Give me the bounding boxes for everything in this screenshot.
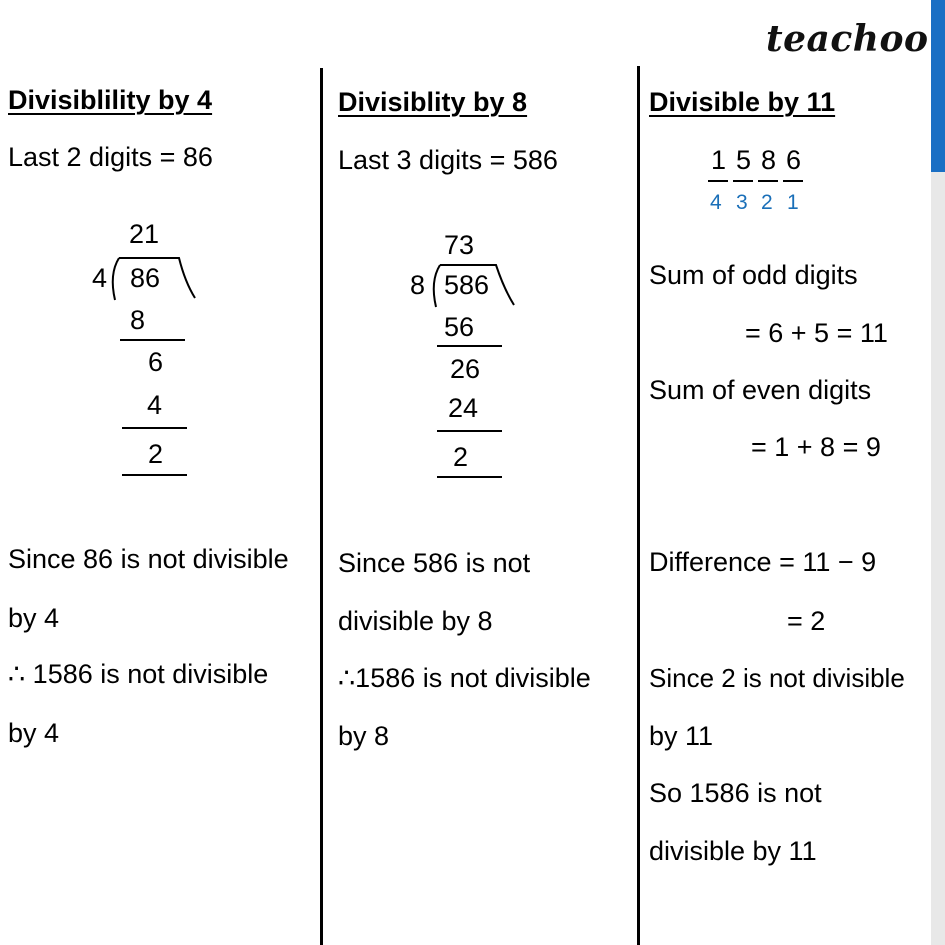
col1-quotient: 21	[129, 219, 160, 249]
col3-position-4: 1	[787, 191, 799, 214]
col2-step-1: 56	[444, 312, 475, 342]
col1-last-digits: Last 2 digits = 86	[8, 142, 213, 172]
col1-dividend: 86	[130, 263, 161, 293]
col2-rule-1	[437, 345, 502, 347]
col1-conclusion-2: by 4	[8, 603, 60, 633]
col3-line-3: Sum of even digits	[649, 375, 872, 405]
col3-digit-rule-4	[783, 180, 803, 182]
col3-line-9: So 1586 is not	[649, 778, 822, 808]
col3-position-1: 4	[710, 191, 722, 214]
col3-digit-rule-3	[758, 180, 778, 182]
col1-rule-2	[122, 427, 187, 429]
col1-step-3: 4	[147, 390, 163, 420]
col1-step-1: 8	[130, 305, 146, 335]
col3-position-2: 3	[736, 191, 748, 214]
col3-digit-rule-1	[708, 180, 728, 182]
col1-rule-3	[122, 474, 187, 476]
col2-rule-2	[437, 430, 502, 432]
col3-digit-rule-2	[733, 180, 753, 182]
col2-quotient: 73	[444, 230, 475, 260]
col3-digit-1: 1	[711, 145, 727, 175]
col3-position-3: 2	[761, 191, 773, 214]
col3-line-5: Difference = 11 − 9	[649, 547, 877, 577]
col2-conclusion-2: divisible by 8	[338, 606, 493, 636]
col2-conclusion-3: ∴1586 is not divisible	[338, 663, 591, 693]
col3-line-1: Sum of odd digits	[649, 260, 858, 290]
side-accent-bar	[931, 0, 945, 172]
col3-line-6: = 2	[787, 606, 826, 636]
col1-step-2: 6	[148, 347, 164, 377]
col3-heading: Divisible by 11	[649, 87, 836, 117]
col1-division-bracket	[105, 256, 200, 306]
col3-line-7: Since 2 is not divisible	[649, 663, 905, 693]
col2-divisor: 8	[410, 270, 426, 300]
col1-conclusion-3: ∴ 1586 is not divisible	[8, 659, 269, 689]
col2-heading: Divisiblity by 8	[338, 87, 528, 117]
col1-conclusion-4: by 4	[8, 718, 60, 748]
col3-line-8: by 11	[649, 721, 714, 751]
teachoo-logo: teachoo	[766, 18, 929, 60]
col1-divisor: 4	[92, 263, 108, 293]
col1-rule-1	[120, 339, 185, 341]
col3-digit-4: 6	[786, 145, 802, 175]
col2-conclusion-1: Since 586 is not	[338, 548, 531, 578]
col3-digit-3: 8	[761, 145, 777, 175]
col2-last-digits: Last 3 digits = 586	[338, 145, 558, 175]
col1-conclusion-1: Since 86 is not divisible	[8, 544, 289, 574]
col1-step-4: 2	[148, 439, 164, 469]
column-divider-1	[320, 68, 323, 945]
col3-line-2: = 6 + 5 = 11	[745, 318, 888, 348]
col3-line-4: = 1 + 8 = 9	[751, 432, 881, 462]
col2-step-4: 2	[453, 442, 469, 472]
col2-rule-3	[437, 476, 502, 478]
col1-heading: Divisiblility by 4	[8, 85, 213, 115]
col3-digit-2: 5	[736, 145, 752, 175]
col2-step-3: 24	[448, 393, 479, 423]
column-divider-2	[637, 66, 640, 945]
col2-dividend: 586	[444, 270, 490, 300]
col3-line-10: divisible by 11	[649, 836, 817, 866]
col2-step-2: 26	[450, 354, 481, 384]
col2-conclusion-4: by 8	[338, 721, 390, 751]
col2-division-bracket	[424, 263, 519, 313]
